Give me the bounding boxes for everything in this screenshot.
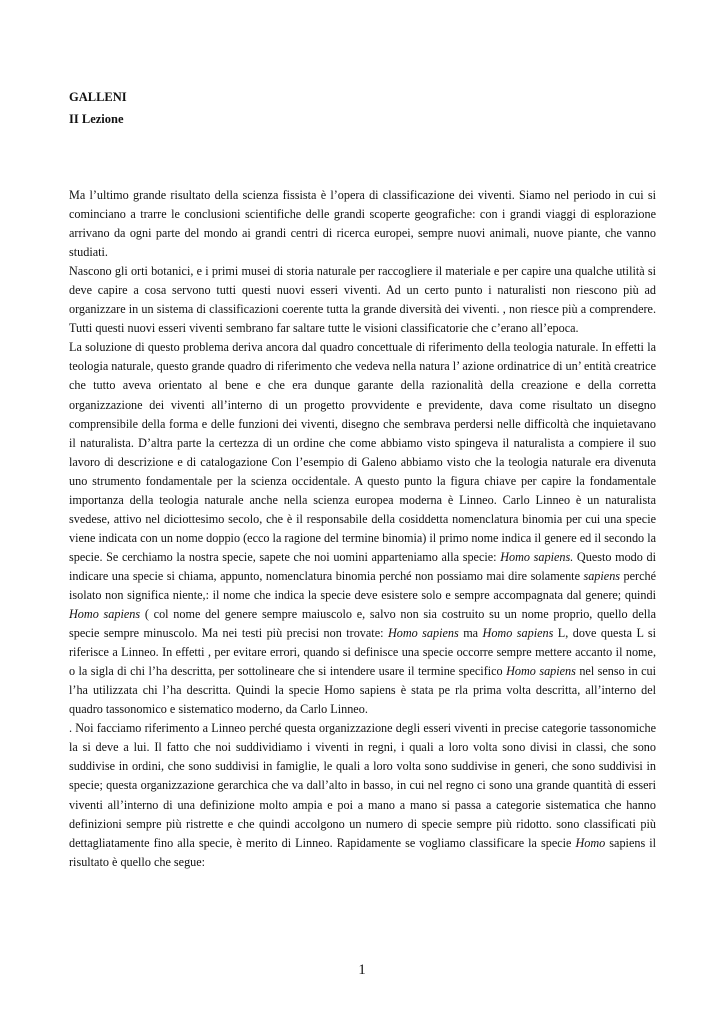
body-text [69, 186, 656, 872]
italic-term: Homo sapiens [482, 626, 554, 641]
italic-term: sapiens [583, 568, 621, 583]
author-heading: GALLENI [69, 90, 127, 104]
text-run: . Noi facciamo riferimento a Linneo perché questa organizzazione degli esseri viventi in precise categorie tassonomiche la si deve a lui. Il fatto che noi suddividiamo i viventi in regni, i quali a loro volta sono divisi in classi, che sono suddivise in ordini, che sono suddivisi in famiglie, le quali a loro volta sono suddivise in generi, che sono suddivisi in specie; questa organizzazione gerarchica che va dall’alto in basso, in cui nel regno ci sono una grande quantità di esseri viventi all’interno di una definizione molto ampia e poi a mano a mano si passa a categorie sistematica che hanno definizioni sempre più ristrette e che quindi accolgono un numero di specie sempre più ridotto. sono classificati più dettagliatamente fino alla specie, è merito di Linneo. Rapidamente se vogliamo classificare la specie [69, 721, 656, 850]
text-run: perché isolato non significa niente,: il nome che indica la specie deve esistere solo e sempre accompagnata dal genere; quindi [69, 568, 656, 602]
italic-term: Homo sapiens [387, 626, 459, 641]
text-run: Questo modo di indicare una specie si chiama, appunto, nomenclatura binomia perché non possiamo mai dire solamente [69, 549, 657, 583]
text-run: La soluzione di questo problema deriva ancora dal quadro concettuale di riferimento della teologia naturale. In effetti la teologia naturale, questo grande quadro di riferimento che vedeva nella natura l’ azione ordinatrice di un’ entità creatrice che tutto aveva orientato al bene e che era dunque garante della razionalità della creazione e della corretta organizzazione dei viventi all’interno di un progetto provvidente e previdente, dava come risultato un disegno comprensibile della forma e delle funzioni dei viventi, disegno che sembrava perdersi nelle difficoltà che inquietavano il naturalista. D’altra parte la certezza di un ordine che come abbiamo visto spingeva il naturalista a compiere il suo lavoro di descrizione e di catalogazione Con l’esempio di Galeno abbiamo visto che la teologia naturale era divenuta uno strumento fondamentale per la scienza occidentale. A questo punto la figura chiave per capire la fondamentale importanza della teologia naturale anche nella scienza europea moderna è Linneo. Carlo Linneo è un naturalista svedese, attivo nel diciottesimo secolo, che è il responsabile della cosiddetta nomenclatura binomia per cui una specie viene indicata con un nome doppio (ecco la ragione del termine binomia) il primo nome indica il genere ed il secondo la specie. Se cerchiamo la nostra specie, sapete che noi uomini apparteniamo alla specie: [69, 340, 656, 564]
text-run: Nascono gli orti botanici, e i primi musei di storia naturale per raccogliere il materiale e per capire una qualche utilità si deve capire a cosa servono tutti questi nuovi esseri viventi. Ad un certo punto i naturalisti non riescono più ad organizzare in un sistema di classificazioni coerente tutta la grande diversità dei viventi. , non riesce più a comprendere. Tutti questi nuovi esseri viventi sembrano far saltare tutte le visioni classificatorie che c’erano all’epoca. [69, 264, 656, 336]
paragraph [69, 262, 656, 338]
paragraph [69, 719, 656, 871]
text-run: nel senso in cui l’ha utilizzata chi l’ha descritta. Quindi la specie Homo sapiens è stata pe rla prima volta descritta, all’interno del quadro tassonomico e sistematico moderno, da Carlo Linneo. [69, 664, 656, 717]
text-run: ma [458, 626, 483, 641]
paragraph [69, 186, 656, 262]
paragraph [69, 338, 656, 719]
text-run: L, dove questa L si riferisce a Linneo. In effetti , per evitare errori, quando si definisce una specie occorre sempre mettere accanto il nome, o la sigla di chi l’ha descritta, per sottolineare che si intendere usare il termine specifico [69, 626, 657, 679]
text-run: Ma l’ultimo grande risultato della scienza fissista è l’opera di classificazione dei viventi. Siamo nel periodo in cui si cominciano a trarre le conclusioni scientifiche delle grandi scoperte geografiche: con i grandi viaggi di esplorazione arrivano da ogni parte del mondo ai grandi centri di ricerca europei, sempre nuovi animali, nuove piante, che vanno studiati. [69, 188, 656, 260]
document-header [69, 86, 127, 130]
italic-term: Homo sapiens. [500, 549, 574, 564]
text-run: ( col nome del genere sempre maiuscolo e, salvo non sia costruito su un nome proprio, quello della specie sempre minuscolo. Ma nei testi più precisi non trovate: [69, 607, 656, 641]
lesson-heading: II Lezione [69, 112, 124, 126]
text-run: sapiens il risultato è quello che segue: [69, 835, 656, 869]
italic-term: Homo sapiens [506, 664, 576, 679]
italic-term: Homo [575, 835, 606, 850]
italic-term: Homo sapiens [69, 607, 141, 622]
page-number: 1 [358, 962, 366, 978]
